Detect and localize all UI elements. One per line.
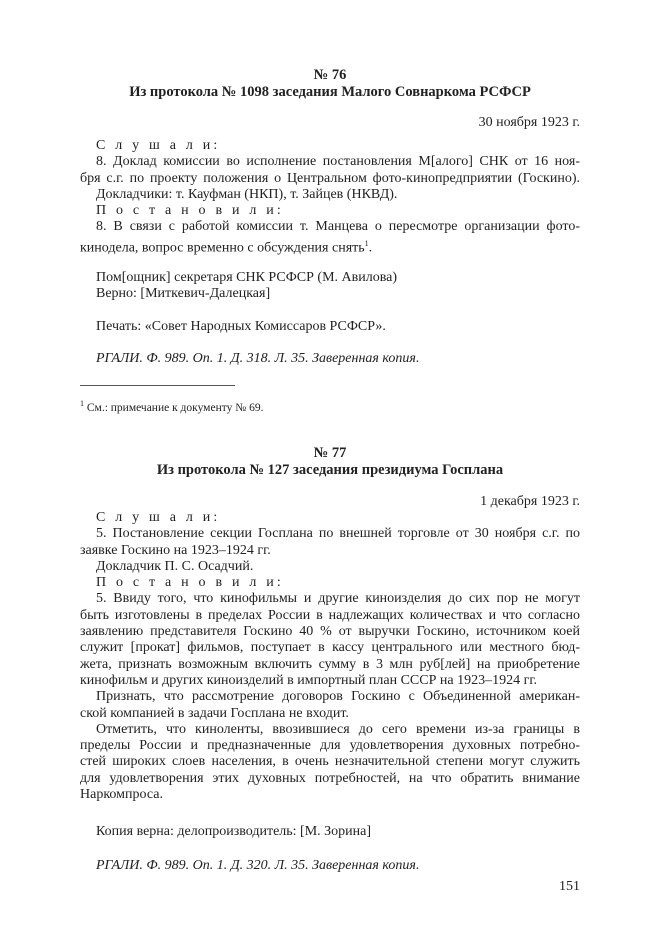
doc76-number: № 76: [313, 67, 347, 83]
text-line: 8. В связи с работой комиссии т. Манцева о пересмотре организации фото-: [96, 219, 580, 235]
doc76-seal: Печать: «Совет Народных Комиссаров РСФСР».: [96, 319, 386, 334]
doc77-copy: Копия верна: делопроизводитель: [М. Зорина]: [96, 824, 372, 839]
signature-verified: Верно: [Миткевич-Далецкая]: [96, 286, 271, 302]
text-line: кинодела, вопрос временно с обсуждения снять$^1$.: [80, 238, 373, 256]
footnote-mark: 1: [80, 399, 84, 408]
speaker: Докладчик П. С. Осадчий.: [96, 558, 254, 574]
text-line: Отметить, что киноленты, ввозившиеся до сего времени из-за границы в: [96, 721, 580, 737]
heard-label: С л у ш а л и:: [96, 510, 221, 525]
page-number: 151: [559, 879, 580, 894]
heard-label: С л у ш а л и:: [96, 138, 221, 153]
text-line: ской компанией в задачи Госплана не входит.: [80, 705, 349, 721]
text-line: Наркомпроса.: [80, 787, 163, 803]
doc77-source: РГАЛИ. Ф. 989. Оп. 1. Д. 320. Л. 35. Заверенная копия.: [96, 858, 420, 873]
doc76-title: Из протокола № 1098 заседания Малого Совнаркома РСФСР: [129, 84, 531, 100]
resolved-label: П о с т а н о в и л и:: [96, 203, 285, 219]
text-line: 8. Доклад комиссии во исполнение постановления М[алого] СНК от 16 ноя-: [96, 154, 580, 170]
text-line: быть изготовлены в пределах России в надлежащих количествах и что согласно: [80, 607, 580, 623]
doc77-title: Из протокола № 127 заседания президиума Госплана: [156, 462, 504, 478]
text-line: стей широких слоев населения, в очень незначительной степени могут служить: [80, 754, 580, 770]
doc76-signatures: [80, 270, 596, 303]
text-line: для удовлетворения этих духовных потребностей, на что обратить внимание: [80, 770, 580, 786]
footnote-ref: 1: [364, 238, 369, 248]
text-line-part: кинодела, вопрос временно с обсуждения снять: [80, 240, 365, 256]
doc77-date: 1 декабря 1923 г.: [480, 494, 580, 509]
text-line: служит [прокат] фильмов, поступает в кассу центрального или местного бюд-: [80, 640, 580, 656]
text-line: 5. Постановление секции Госплана по внешней торговле от 30 ноября с.г. по: [96, 526, 580, 542]
footnote-divider: [80, 385, 235, 386]
text-line: заявке Госкино на 1923–1924 гг.: [80, 542, 271, 558]
text-line: Признать, что рассмотрение договоров Госкино с Объединенной американ-: [96, 689, 580, 705]
text-line: 5. Ввиду того, что кинофильмы и другие киноизделия до сих пор не могут: [96, 591, 580, 607]
doc76-source: РГАЛИ. Ф. 989. Оп. 1. Д. 318. Л. 35. Заверенная копия.: [96, 351, 420, 366]
signature-assistant: Пом[ощник] секретаря СНК РСФСР (М. Авилова): [96, 270, 398, 285]
doc77-number: № 77: [313, 445, 347, 461]
text-line: кинофильм и других киноизделий в импортный план СССР на 1923–1924 гг.: [80, 672, 537, 688]
doc77-body: [80, 510, 580, 803]
doc76-body: [80, 138, 580, 257]
speakers: Докладчики: т. Кауфман (НКП), т. Зайцев (НКВД).: [96, 186, 398, 202]
text-line: пределы России и предназначенные для удовлетворения духовных потребно-: [80, 738, 580, 754]
resolved-label: П о с т а н о в и л и:: [96, 575, 285, 591]
doc76-date: 30 ноября 1923 г.: [478, 115, 580, 130]
text-line: жета, признать возможным включить сумму в 3 млн руб[лей] на приобретение: [80, 656, 580, 672]
text-line: бря с.г. по проекту положения о Центральном фото-кинопредприятии (Госкино).: [80, 170, 580, 186]
text-line: заявлению представителя Госкино 40 % от выручки Госкино, источником коей: [80, 624, 580, 640]
footnote: [80, 397, 263, 415]
footnote-text: См.: примечание к документу № 69.: [86, 401, 264, 414]
